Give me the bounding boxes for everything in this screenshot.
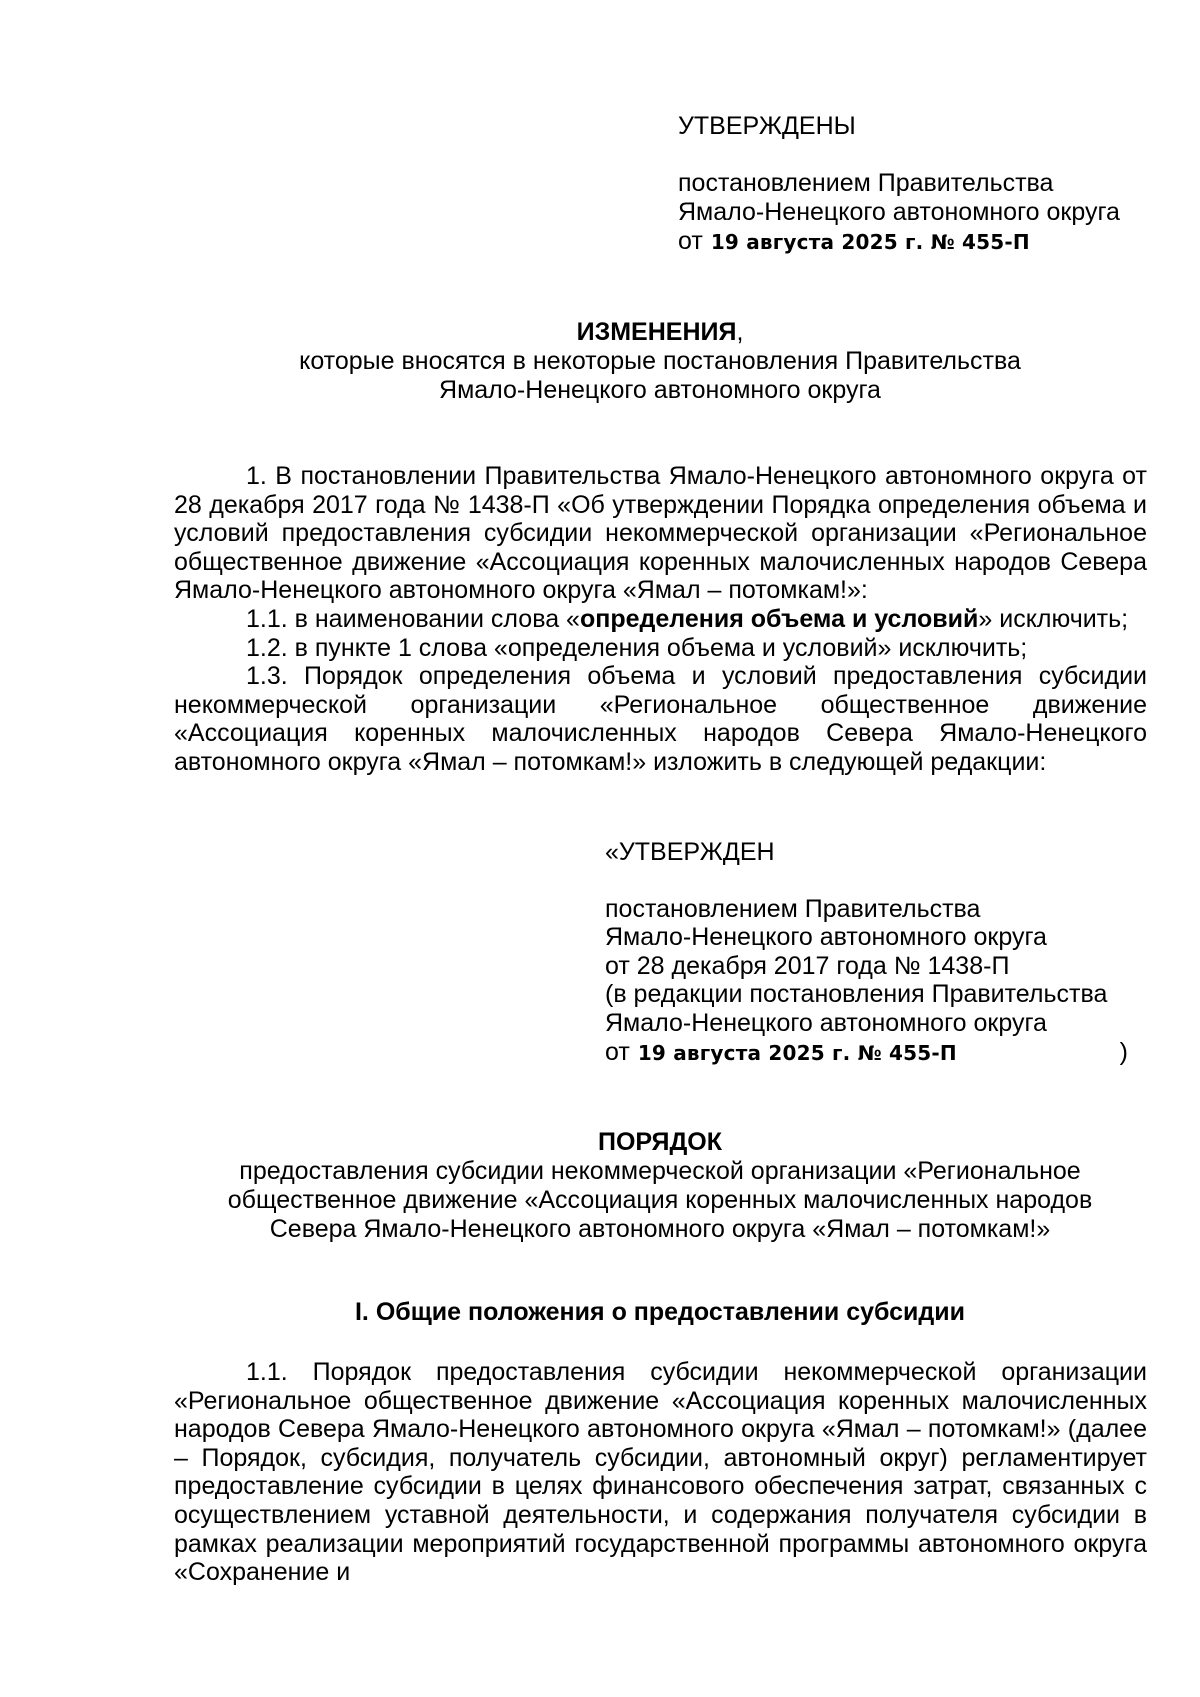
changes-title <box>170 318 1150 405</box>
order-heading: ПОРЯДОК <box>598 1128 722 1156</box>
inner-approval-line-3: от 28 декабря 2017 года № 1438-П <box>605 951 1010 980</box>
inner-approval-close-paren: ) <box>1119 1037 1128 1066</box>
approval-block <box>678 112 1158 257</box>
order-subtitle-line-1: предоставления субсидии некоммерческой организации «Региональное <box>239 1157 1081 1185</box>
inner-approval-line-2: Ямало-Ненецкого автономного округа <box>605 923 1047 952</box>
order-subtitle-line-3: Севера Ямало-Ненецкого автономного округа «Ямал – потомкам!» <box>269 1215 1051 1243</box>
inner-approval-date-stamp: 19 августа 2025 г. № 455-П <box>637 1040 957 1065</box>
inner-approval-line-4: (в редакции постановления Правительства <box>605 980 1108 1009</box>
approval-label: УТВЕРЖДЕНЫ <box>678 112 856 140</box>
paragraph-1: 1. В постановлении Правительства Ямало-Ненецкого автономного округа от 28 декабря 2017 года № 1438-П «Об утверждении Порядка определения объема и условий предоставления субсидии некоммерческой организации «Региональное общественное движение «Ассоциация коренных малочисленных народов Севера Ямало-Ненецкого автономного округа «Ямал – потомкам!»: <box>174 462 1147 605</box>
paragraph-1-1-before: 1.1. в наименовании слова « <box>246 604 580 633</box>
paragraph-1-1-after: » исключить; <box>978 604 1129 633</box>
section-paragraph-1-1: 1.1. Порядок предоставления субсидии некоммерческой организации «Региональное общественное движение «Ассоциация коренных малочисленных народов Севера Ямало-Ненецкого автономного округа «Ямал – потомкам!» (далее – Порядок, субсидия, получатель субсидии, автономный округ) регламентирует предоставление субсидии в целях финансового обеспечения затрат, связанных с осуществлением уставной деятельности, и содержания получателя субсидии в рамках реализации мероприятий государственной программы автономного округа «Сохранение и <box>174 1358 1147 1587</box>
order-subtitle-line-2: общественное движение «Ассоциация коренных малочисленных народов <box>227 1186 1093 1214</box>
inner-approval-line-1: постановлением Правительства <box>605 894 981 923</box>
section-heading: I. Общие положения о предоставлении субсидии <box>354 1298 965 1326</box>
changes-heading-line <box>170 318 1150 347</box>
approval-date-line <box>678 227 1158 257</box>
section-paragraphs <box>174 1358 1147 1587</box>
inner-approval-label: «УТВЕРЖДЕН <box>605 838 775 866</box>
inner-approval-block <box>605 838 1150 1067</box>
inner-approval-date-prefix: от <box>605 1037 630 1066</box>
approval-line-1: постановлением Правительства <box>678 169 1054 197</box>
body-paragraphs <box>174 462 1147 777</box>
approval-date-stamp: 19 августа 2025 г. № 455-П <box>710 230 1030 254</box>
order-title <box>170 1128 1150 1244</box>
paragraph-1-1-bold: определения объема и условий <box>579 604 979 633</box>
inner-approval-line-5: Ямало-Ненецкого автономного округа <box>605 1008 1047 1037</box>
paragraph-1-2: 1.2. в пункте 1 слова «определения объема и условий» исключить; <box>246 633 1028 662</box>
changes-heading: ИЗМЕНЕНИЯ <box>576 318 737 346</box>
changes-subtitle-line-2: Ямало-Ненецкого автономного округа <box>439 376 881 404</box>
approval-date-prefix: от <box>678 227 703 255</box>
approval-line-2: Ямало-Ненецкого автономного округа <box>678 198 1120 226</box>
inner-approval-date-line <box>605 1038 1150 1068</box>
changes-subtitle-line-1: которые вносятся в некоторые постановления Правительства <box>299 347 1021 375</box>
paragraph-1-1 <box>174 605 1147 634</box>
changes-heading-suffix: , <box>736 318 744 346</box>
paragraph-1-3: 1.3. Порядок определения объема и условий предоставления субсидии некоммерческой организации «Региональное общественное движение «Ассоциация коренных малочисленных народов Севера Ямало-Ненецкого автономного округа «Ямал – потомкам!» изложить в следующей редакции: <box>174 662 1147 776</box>
